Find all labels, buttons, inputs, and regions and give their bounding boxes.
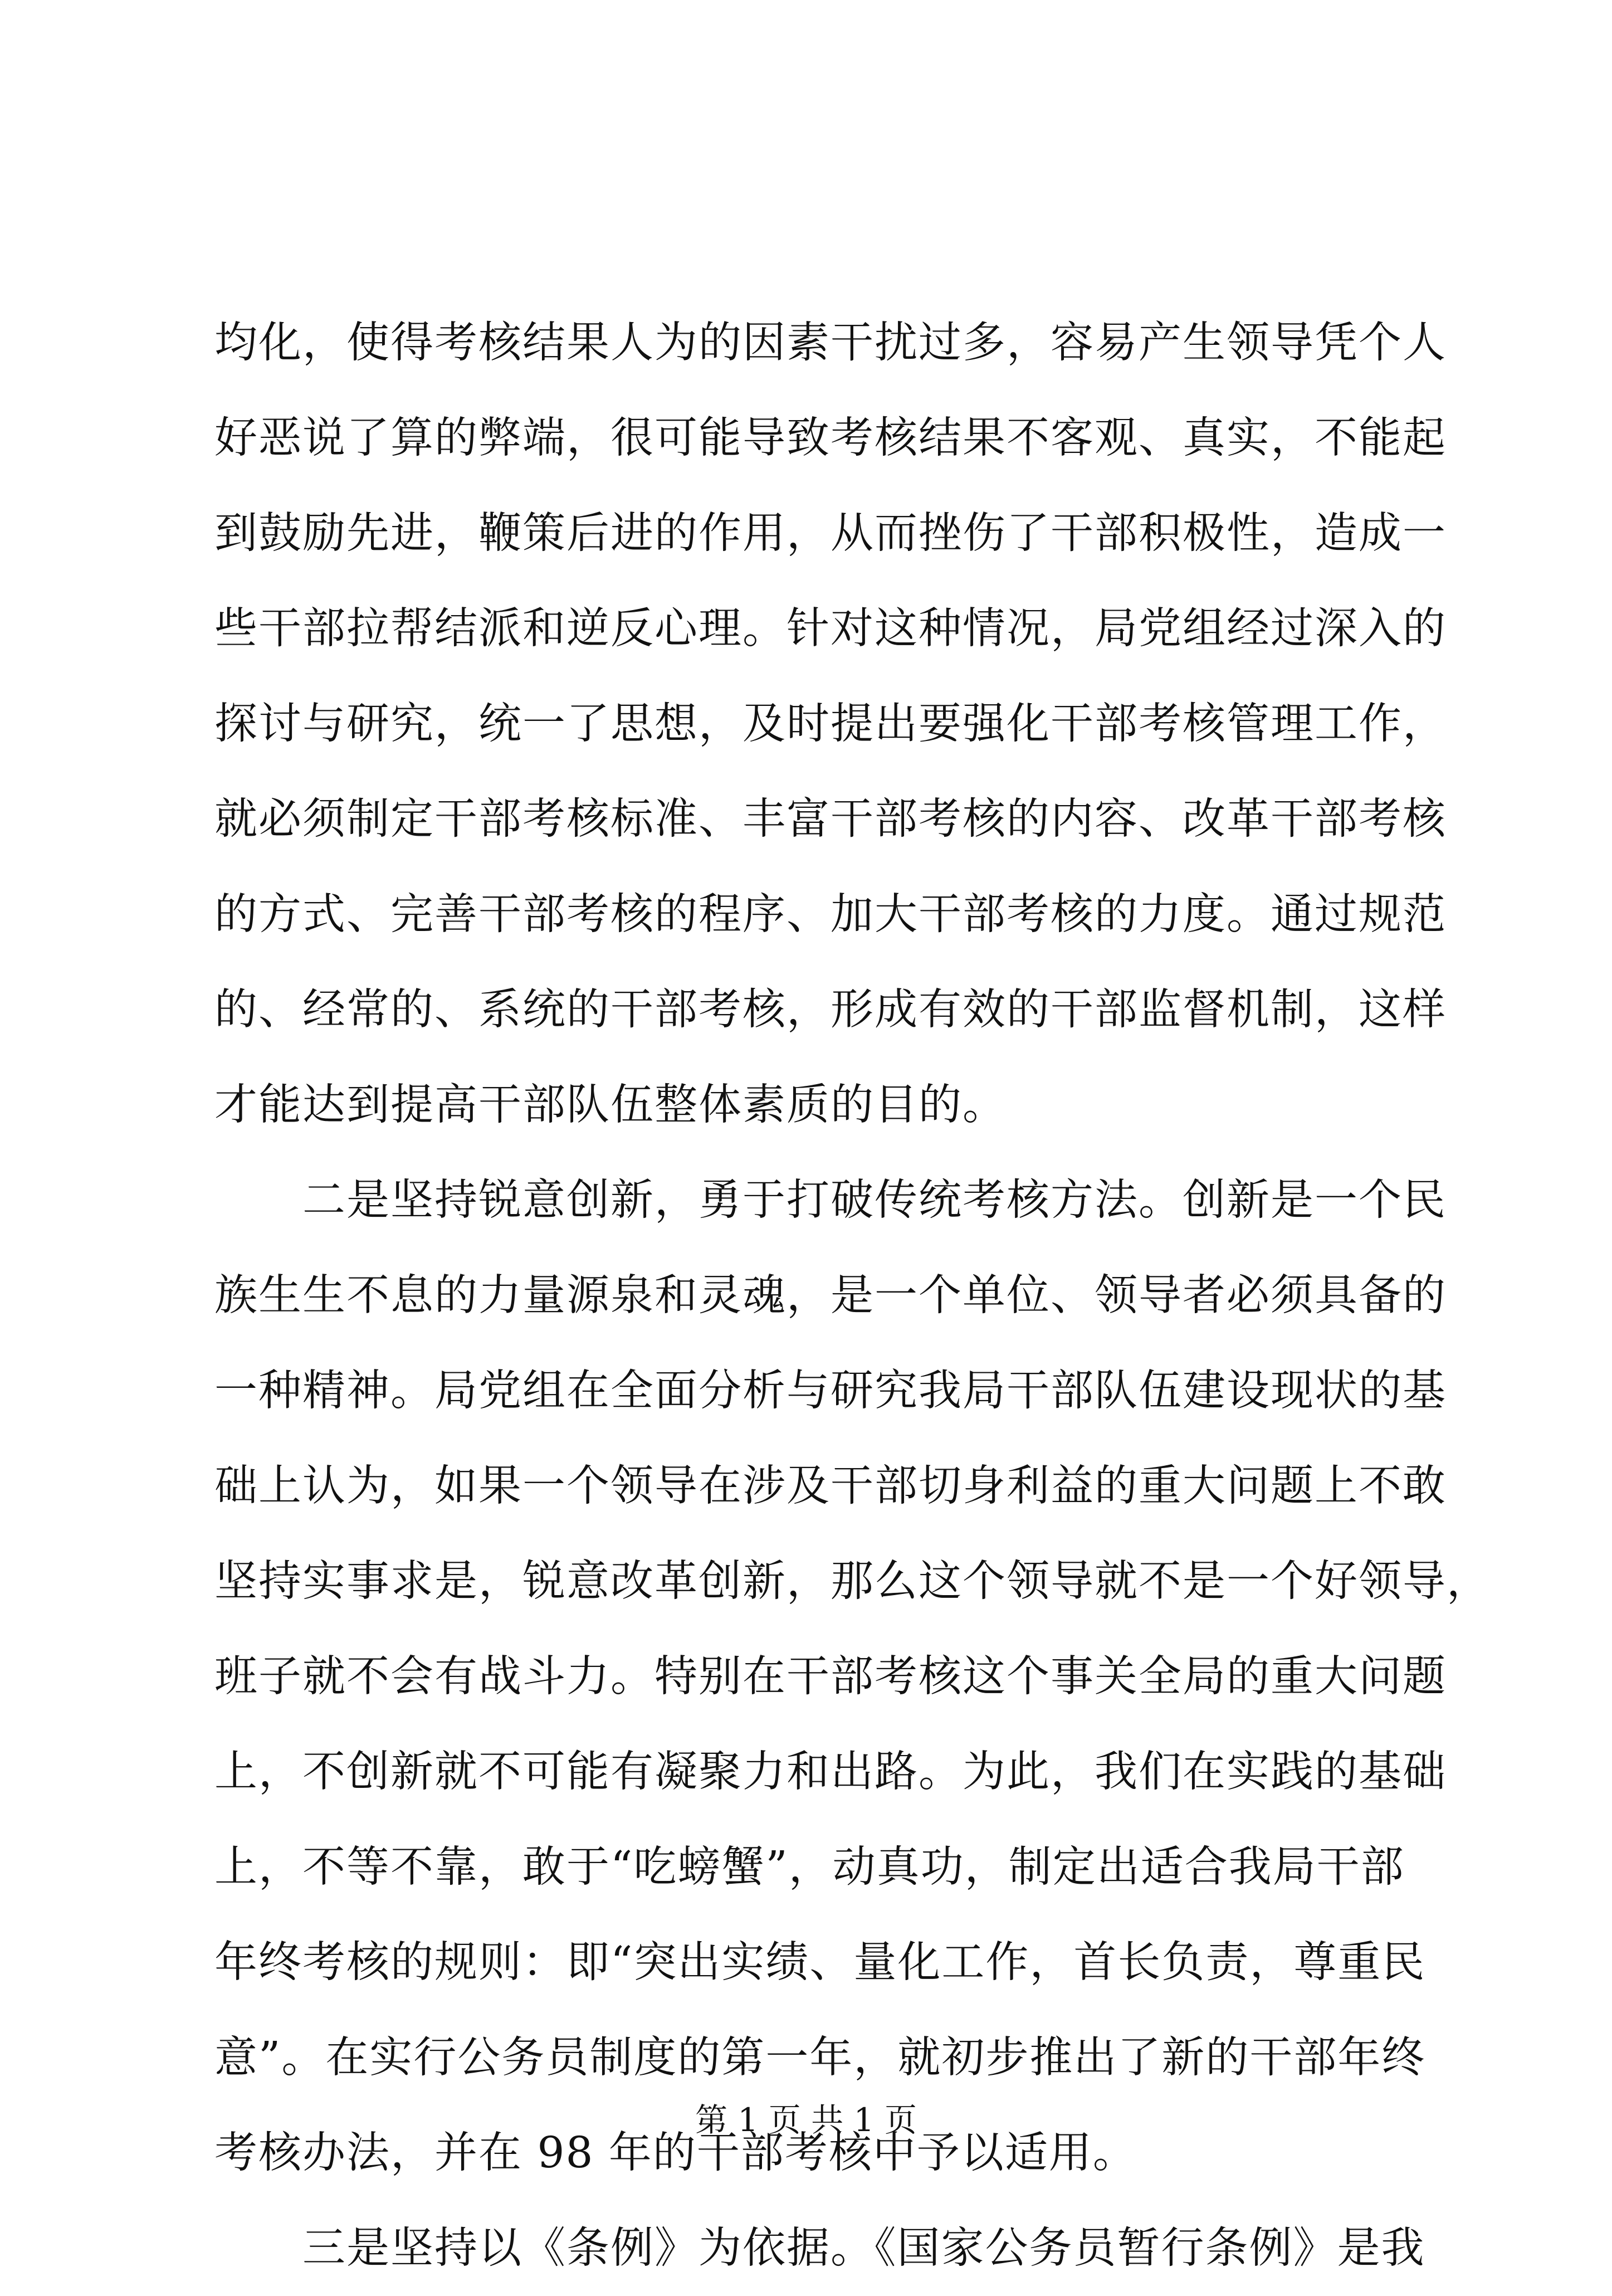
text-line: 族生生不息的力量源泉和灵魂，是一个单位、领导者必须具备的	[214, 1271, 1447, 1320]
text-line: 的、经常的、系统的干部考核，形成有效的干部监督机制，这样	[214, 985, 1447, 1035]
text-line: 均化，使得考核结果人为的因素干扰过多，容易产生领导凭个人	[214, 318, 1447, 368]
text-line: 年终考核的规则：即“突出实绩、量化工作，首长负责，尊重民	[214, 1938, 1426, 1987]
text-line: 到鼓励先进，鞭策后进的作用，从而挫伤了干部积极性，造成一	[214, 509, 1447, 558]
text-line: 三是坚持以《条例》为依据。《国家公务员暂行条例》是我	[214, 2224, 1425, 2273]
text-line: 才能达到提高干部队伍整体素质的目的。	[214, 1080, 1007, 1130]
document-body	[214, 295, 1491, 2296]
text-line: 意”。在实行公务员制度的第一年，就初步推出了新的干部年终	[214, 2033, 1426, 2083]
text-line: 一种精神。局党组在全面分析与研究我局干部队伍建设现状的基	[214, 1366, 1447, 1416]
text-line: 探讨与研究，统一了思想，及时提出要强化干部考核管理工作，	[214, 699, 1447, 749]
text-line: 考核办法，并在 98 年的干部考核中予以适用。	[214, 2128, 1137, 2178]
text-line: 班子就不会有战斗力。特别在干部考核这个事关全局的重大问题	[214, 1652, 1447, 1702]
text-line: 二是坚持锐意创新，勇于打破传统考核方法。创新是一个民	[214, 1176, 1447, 1225]
text-line: 的方式、完善干部考核的程序、加大干部考核的力度。通过规范	[214, 890, 1447, 939]
text-line: 础上认为，如果一个领导在涉及干部切身利益的重大问题上不敢	[214, 1461, 1447, 1511]
page-footer: 第 1 页 共 1 页	[695, 2101, 917, 2139]
text-line: 好恶说了算的弊端，很可能导致考核结果不客观、真实，不能起	[214, 413, 1447, 463]
text-line: 坚持实事求是，锐意改革创新，那么这个领导就不是一个好领导，	[214, 1557, 1491, 1606]
text-line: 上，不等不靠，敢于“吃螃蟹”，动真功，制定出适合我局干部	[214, 1842, 1405, 1892]
text-line: 些干部拉帮结派和逆反心理。针对这种情况，局党组经过深入的	[214, 604, 1447, 654]
text-line: 上，不创新就不可能有凝聚力和出路。为此，我们在实践的基础	[214, 1747, 1447, 1797]
text-line: 就必须制定干部考核标准、丰富干部考核的内容、改革干部考核	[214, 794, 1447, 844]
